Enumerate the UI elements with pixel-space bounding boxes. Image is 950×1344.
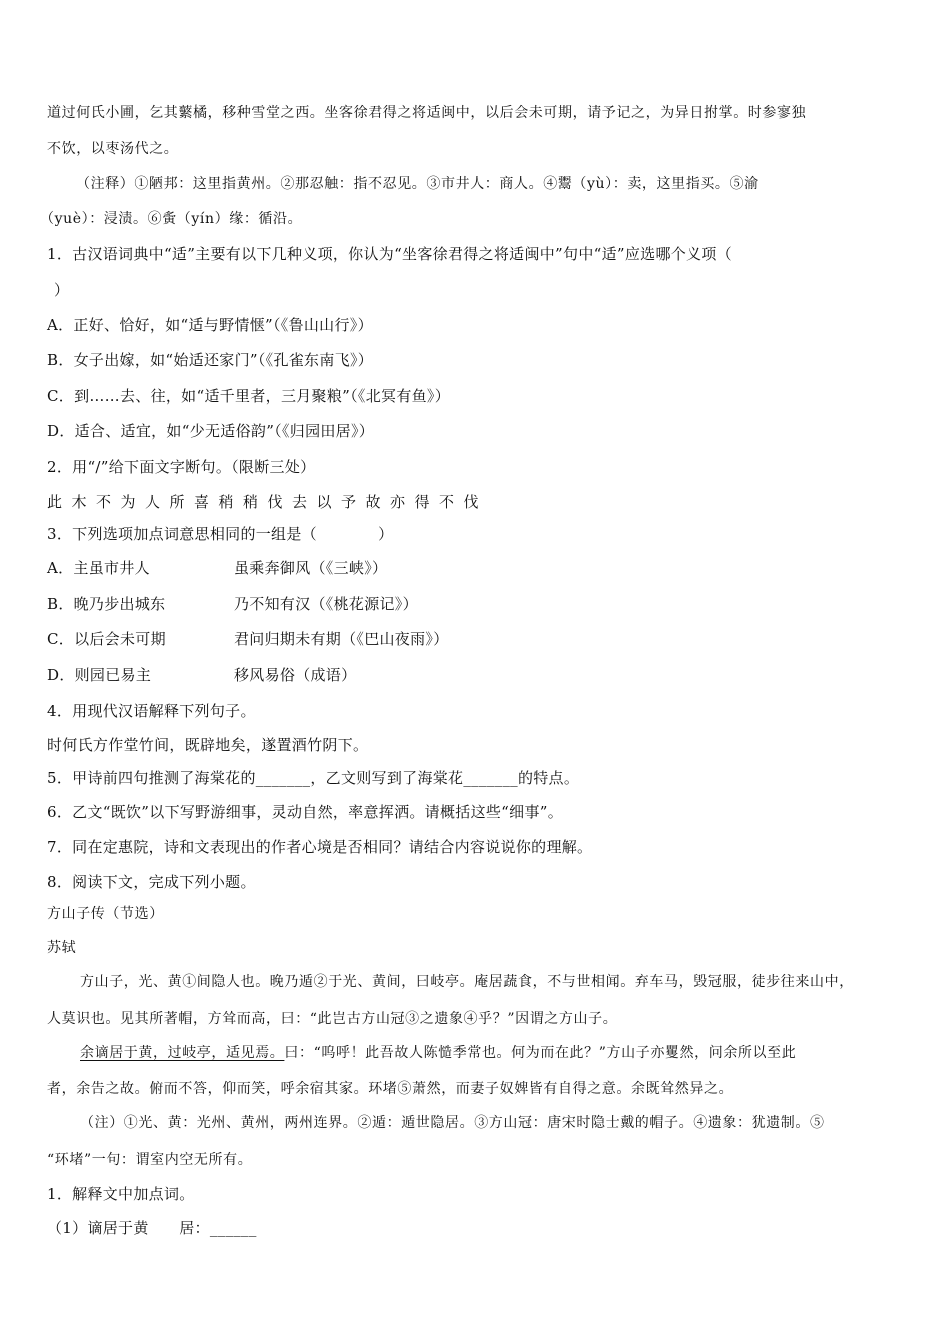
question-4-stem: 4．用现代汉语解释下列句子。: [47, 702, 256, 720]
question-8: 8．阅读下文，完成下列小题。: [47, 873, 256, 891]
passage-paragraph-1: 方山子，光、黄①间隐人也。晚乃遁②于光、黄间，曰岐亭。庵居蔬食，不与世相闻。弃车马，毁冠服，徒步往来山中，: [80, 974, 854, 990]
option-left: C．以后会未可期: [47, 630, 166, 648]
passage-paragraph-1: 人莫识也。见其所著帽，方耸而高，曰：“此岂古方山冠③之遗象④乎？”因谓之方山子。: [47, 1011, 618, 1027]
passage-title: 方山子传（节选）: [47, 906, 164, 922]
passage-paragraph-2: [80, 1043, 796, 1063]
passage-author: 苏轼: [47, 940, 77, 956]
question-1-option-c: C．到……去、往，如“适千里者，三月聚粮”（《北冥有鱼》）: [47, 387, 451, 405]
option-left: B．晚乃步出城东: [47, 595, 166, 613]
question-5: 5．甲诗前四句推测了海棠花的_______，乙文则写到了海棠花_______的特点。: [47, 769, 580, 787]
paragraph-text: 曰：“呜呼！此吾故人陈慥季常也。何为而在此？”方山子亦矍然，问余所以至此: [284, 1045, 797, 1061]
option-right: 乃不知有汉（《桃花源记》）: [234, 595, 418, 613]
passage-line: 不饮，以枣汤代之。: [47, 141, 179, 157]
question-1-stem-end: ）: [54, 281, 70, 299]
question-7: 7．同在定惠院，诗和文表现出的作者心境是否相同？请结合内容说说你的理解。: [47, 838, 593, 856]
question-1-stem: 1．古汉语词典中“适”主要有以下几种义项，你认为“坐客徐君得之将适闽中”句中“适”应选哪个义项（: [47, 245, 732, 263]
question-3-stem: 3．下列选项加点词意思相同的一组是（ ）: [47, 525, 394, 543]
question-1-option-d: D．适合、适宜，如“少无适俗韵”（《归园田居》）: [47, 422, 375, 440]
question-1-option-b: B．女子出嫁，如“始适还家门”（《孔雀东南飞》）: [47, 351, 374, 369]
passage-line: 道过何氏小圃，乞其蘩橘，移种雪堂之西。坐客徐君得之将适闽中，以后会未可期，请予记之，为异日拊掌。时参寥独: [47, 105, 807, 121]
question-3-option-a: [47, 558, 907, 578]
subquestion-1-stem: 1．解释文中加点词。: [47, 1185, 195, 1203]
question-2-text: 此木不为人所喜稍稍伐去以予故亦得不伐: [47, 493, 489, 511]
annotation-line: （注释）①陋邦：这里指黄州。②那忍触：指不忍见。③市井人：商人。④鬻（yù）：卖，这里指买。⑤渝: [76, 176, 759, 192]
annotation-line: （yuè）：浸渍。⑥夤（yín）缘：循沿。: [40, 211, 303, 227]
option-left: D．则园已易主: [47, 666, 152, 684]
annotation-line: （注）①光、黄：光州、黄州，两州连界。②遁：遁世隐居。③方山冠：唐宋时隐士戴的帽子。④遗象：犹遗制。⑤: [80, 1115, 825, 1131]
question-2-stem: 2．用“/”给下面文字断句。（限断三处）: [47, 458, 316, 476]
question-3-option-b: [47, 594, 907, 614]
option-right: 君问归期未有期（《巴山夜雨》）: [234, 630, 449, 648]
underlined-sentence: 余谪居于黄，过岐亭，适见焉。: [80, 1045, 285, 1061]
annotation-line: “环堵”一句：谓室内空无所有。: [47, 1152, 253, 1168]
option-left: A．主虽市井人: [47, 559, 150, 577]
question-4-sentence: 时何氏方作堂竹间，既辟地矣，遂置酒竹阴下。: [47, 736, 369, 754]
passage-paragraph-2: 者，余告之故。俯而不答，仰而笑，呼余宿其家。环堵⑤萧然，而妻子奴婢皆有自得之意。余既耸然异之。: [47, 1081, 734, 1097]
option-right: 虽乘奔御风（《三峡》）: [234, 559, 388, 577]
question-3-option-c: [47, 629, 907, 649]
question-3-option-d: [47, 665, 907, 685]
subquestion-1-item: （1）谪居于黄 居：______: [47, 1219, 257, 1237]
question-1-option-a: A．正好、恰好，如“适与野情惬”（《鲁山山行》）: [47, 316, 373, 334]
question-6: 6．乙文“既饮”以下写野游细事，灵动自然，率意挥洒。请概括这些“细事”。: [47, 803, 564, 821]
option-right: 移风易俗（成语）: [234, 666, 357, 684]
